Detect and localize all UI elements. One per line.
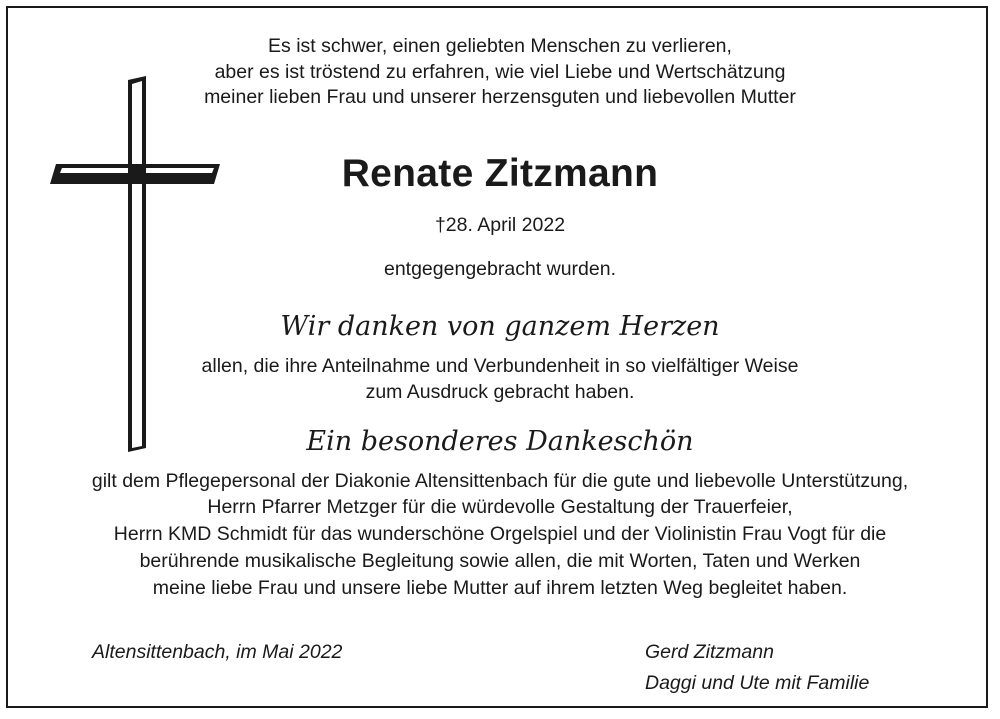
thanks-heading: Wir danken von ganzem Herzen bbox=[280, 311, 720, 342]
intro-end: entgegengebracht wurden. bbox=[383, 258, 616, 280]
thanks-line-2: zum Ausdruck gebracht haben. bbox=[365, 381, 635, 403]
place-date: Altensittenbach, im Mai 2022 bbox=[92, 641, 343, 663]
special-line-1: gilt dem Pflegepersonal der Diakonie Altensittenbach für die gute und liebevolle Unterstützung, bbox=[91, 470, 909, 492]
signature-2: Daggi und Ute mit Familie bbox=[645, 672, 870, 694]
special-line-4: berührende musikalische Begleitung sowie allen, die mit Worten, Taten und Werken bbox=[139, 550, 861, 572]
special-line-5: meine liebe Frau und unsere liebe Mutter auf ihrem letzten Weg begleitet haben. bbox=[152, 577, 848, 599]
signature-1: Gerd Zitzmann bbox=[645, 641, 774, 663]
intro-line-2: aber es ist tröstend zu erfahren, wie viel Liebe und Wertschätzung bbox=[214, 61, 786, 83]
deceased-name: Renate Zitzmann bbox=[341, 152, 659, 195]
special-heading: Ein besonderes Dankeschön bbox=[306, 426, 694, 457]
special-line-2: Herrn Pfarrer Metzger für die würdevolle Gestaltung der Trauerfeier, bbox=[207, 496, 793, 518]
special-line-3: Herrn KMD Schmidt für das wunderschöne Orgelspiel und der Violinistin Frau Vogt für die bbox=[113, 523, 887, 545]
thanks-line-1: allen, die ihre Anteilnahme und Verbundenheit in so vielfältiger Weise bbox=[201, 355, 799, 377]
death-date: †28. April 2022 bbox=[434, 214, 566, 236]
intro-line-1: Es ist schwer, einen geliebten Menschen zu verlieren, bbox=[268, 35, 732, 57]
intro-line-3: meiner lieben Frau und unserer herzensguten und liebevollen Mutter bbox=[204, 86, 796, 108]
